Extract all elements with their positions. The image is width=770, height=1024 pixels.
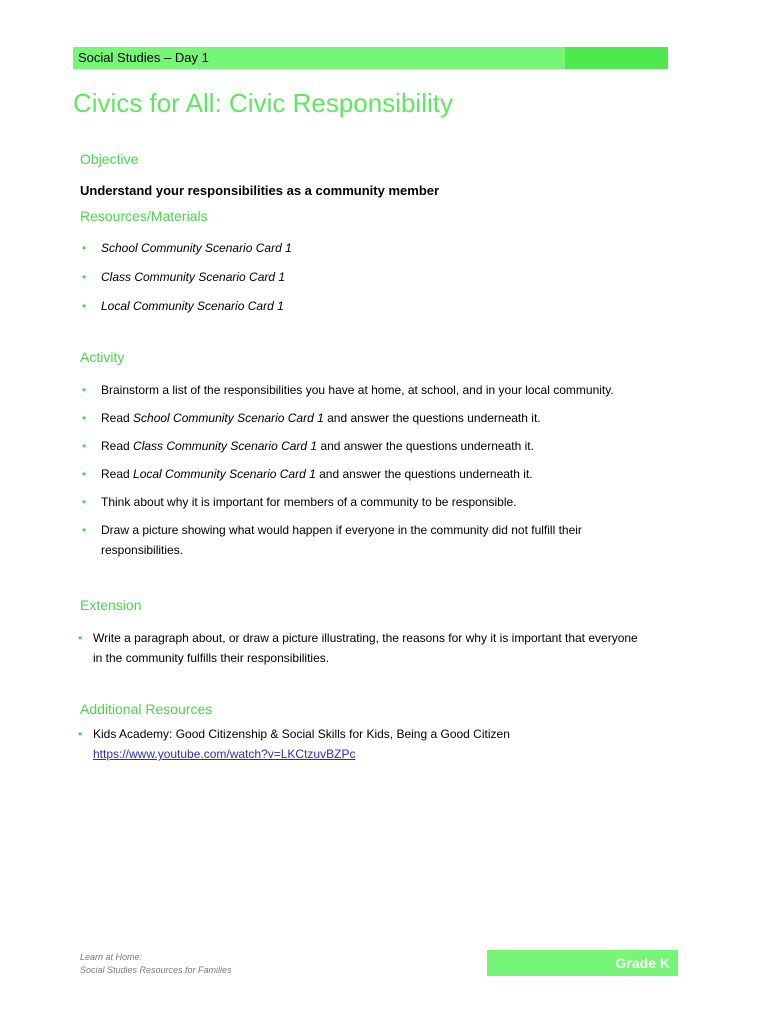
scenario-card-name: Local Community Scenario Card 1 [133,467,316,481]
resource-item-text: School Community Scenario Card 1 [101,241,292,255]
list-item [80,436,680,456]
activity-list [80,380,680,560]
list-item [80,464,680,484]
resource-title: Kids Academy: Good Citizenship & Social Skills for Kids, Being a Good Citizen [93,727,510,741]
bullet-icon: • [82,439,87,453]
list-item [80,238,680,258]
activity-item-suffix: and answer the questions underneath it. [323,411,541,425]
additional-resources-heading: Additional Resources [80,701,213,717]
list-item [80,296,680,316]
bullet-icon: • [82,270,87,284]
list-item [80,492,680,512]
activity-heading: Activity [80,349,125,365]
additional-resources-list [76,724,646,764]
bullet-icon: • [82,523,87,537]
objective-text: Understand your responsibilities as a community member [80,183,440,198]
list-item [80,267,680,287]
activity-item-prefix: Read [101,439,134,453]
list-item [76,628,646,668]
resource-item-text: Class Community Scenario Card 1 [101,270,286,284]
footer-line-2: Social Studies Resources for Families [80,965,232,975]
bullet-icon: • [78,727,83,741]
footer-caption [80,951,232,977]
header-label: Social Studies – Day 1 [78,50,209,65]
activity-item-text: Draw a picture showing what would happen if everyone in the community did not fulfill their responsibilities. [101,523,582,557]
scenario-card-name: School Community Scenario Card 1 [133,411,324,425]
resource-item-text: Local Community Scenario Card 1 [101,299,284,313]
list-item [76,724,646,764]
list-item [80,380,680,400]
footer-line-1: Learn at Home: [80,952,143,962]
scenario-card-name: Class Community Scenario Card 1 [133,439,318,453]
activity-item-prefix: Read [101,467,134,481]
grade-badge [487,950,678,976]
resources-heading: Resources/Materials [80,208,208,224]
list-item [80,408,680,428]
activity-item-text: Brainstorm a list of the responsibilities you have at home, at school, and in your local community. [101,383,614,397]
extension-list [76,628,646,668]
page-title: Civics for All: Civic Responsibility [73,88,453,118]
activity-item-suffix: and answer the questions underneath it. [317,439,534,453]
activity-item-text: Think about why it is important for members of a community to be responsible. [101,495,517,509]
bullet-icon: • [82,467,87,481]
grade-label: Grade K [615,955,670,971]
extension-heading: Extension [80,597,142,613]
activity-item-suffix: and answer the questions underneath it. [315,467,533,481]
bullet-icon: • [82,383,87,397]
list-item [80,520,646,560]
header-bar [73,47,668,69]
header-accent-block [565,47,668,69]
objective-heading: Objective [80,151,139,167]
bullet-icon: • [78,631,83,645]
activity-item-prefix: Read [101,411,134,425]
bullet-icon: • [82,411,87,425]
bullet-icon: • [82,241,87,255]
bullet-icon: • [82,299,87,313]
extension-item-text: Write a paragraph about, or draw a picture illustrating, the reasons for why it is important that everyone in the community fulfills their responsibilities. [93,631,638,665]
youtube-link[interactable]: https://www.youtube.com/watch?v=LKCtzuvBZPc [93,747,356,761]
bullet-icon: • [82,495,87,509]
resources-list [80,238,680,316]
